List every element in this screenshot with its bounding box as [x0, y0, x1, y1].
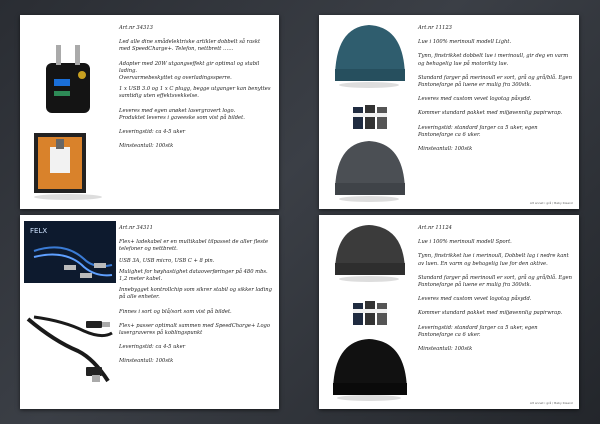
article-number: Art.nr 34313 — [119, 25, 153, 31]
minimum-quantity: Minsteantall: 100stk — [418, 346, 473, 353]
description: Leveres med custom vevet logotag påsydd. — [418, 96, 532, 103]
description: Kommer standard pakket med miljøvennlig papirwrap. — [418, 310, 563, 317]
product-card-hat-light — [319, 15, 579, 209]
delivery-time: Leveringstid: ca 4-5 uker — [119, 129, 186, 136]
delivery-time: Leveringstid: standard farger ca 5 uker, egen Pantonefarge ca 6 uker. — [418, 324, 538, 338]
description: Tynn, finstrikket dobbelt lue i merinoull, gir deg en varm og behagelig lue på motorikty lue. — [418, 53, 569, 67]
description: Tynn, finstrikket lue i merinoull, Dobbelt lag i nedre kant av luen. En varm og behagelig lue for den aktive. — [418, 253, 569, 267]
card-text — [418, 225, 573, 360]
charger-product-image — [28, 35, 108, 200]
card-text — [119, 225, 273, 373]
description: Leveres med custom vevet logotag påsydd. — [418, 296, 532, 303]
cable-product-image — [24, 221, 116, 401]
description: Finnes i sort og blå/sort som vist på bildet. — [119, 308, 232, 315]
product-card-charger — [20, 15, 279, 209]
description: USB 3A, USB micro, USB C + 8 pin. — [119, 257, 215, 264]
description: Flex+ passer optimalt sammen med SpeedCharge+ Logo lasergraveres på koblingspunkt — [119, 322, 271, 337]
product-card-cable — [20, 215, 279, 409]
description: Standard farger på merinoull er sort, grå og grå/blå. Egen Pantonefarge på luene er mulig fra 300stk. — [418, 74, 572, 89]
description: 1 x USB 3.0 og 1 x C plugg, begge utganger kan benyttes samtidig uten effektsvekkelse. — [119, 86, 271, 100]
footer-note: Alt annet i grå / Baby Kleerol — [529, 401, 573, 405]
description: Lue i 100% merinoull modell Sport. — [418, 239, 512, 246]
brand-label: FELX — [30, 227, 48, 235]
card-text — [418, 25, 573, 160]
hat-product-image — [329, 223, 411, 403]
product-card-hat-sport — [319, 215, 579, 409]
delivery-time: Leveringstid: ca 4-5 uker — [119, 344, 186, 351]
description: Mulighet for høyhastighet dataoverføringer på 480 mbs. 1,2 meter kabel. — [119, 268, 268, 283]
description: Led alle dine smådelektriske artikler dobbelt så raskt med SpeedCharge+. Telefon, nettbrett …… — [119, 39, 261, 53]
description: Adapter med 20W utgangseffekt gir optimal og stabil lading. Overvarmebeskyttet og overladingssperre. — [119, 60, 260, 82]
article-number: Art.nr 11124 — [418, 225, 452, 231]
hat-product-image — [329, 21, 411, 206]
footer-note: Alt annet i grå / Baby Kleerol — [529, 201, 573, 205]
minimum-quantity: Minsteantall: 100stk — [119, 358, 174, 365]
minimum-quantity: Minsteantall: 100stk — [119, 143, 174, 150]
description: Standard farger på merinoull er sort, grå og grå/blå. Egen Pantonefarge på luene er mulig fra 300stk. — [418, 274, 572, 289]
description: Flex+ ladekabel er en multikabel tilpasset de aller fleste telefoner og nettbrett. — [119, 239, 269, 253]
card-text — [119, 25, 273, 157]
description: Lue i 100% merinoull modell Light. — [418, 39, 512, 46]
delivery-time: Leveringstid: standard farger ca 5 uker, egen Pantonefarge ca 6 uker. — [418, 124, 538, 138]
minimum-quantity: Minsteantall: 100stk — [418, 146, 473, 153]
description: Leveres med egen anøket lasergravert logo. Produktet leveres i gaveeske som vist på bildet. — [119, 107, 245, 121]
description: Innebygget kontrollchip som sikrer stabil og sikker lading på alle enheter. — [119, 287, 272, 301]
article-number: Art.nr 34311 — [119, 225, 153, 231]
description: Kommer standard pakket med miljøvennlig papirwrap. — [418, 110, 563, 117]
article-number: Art.nr 11123 — [418, 25, 452, 31]
